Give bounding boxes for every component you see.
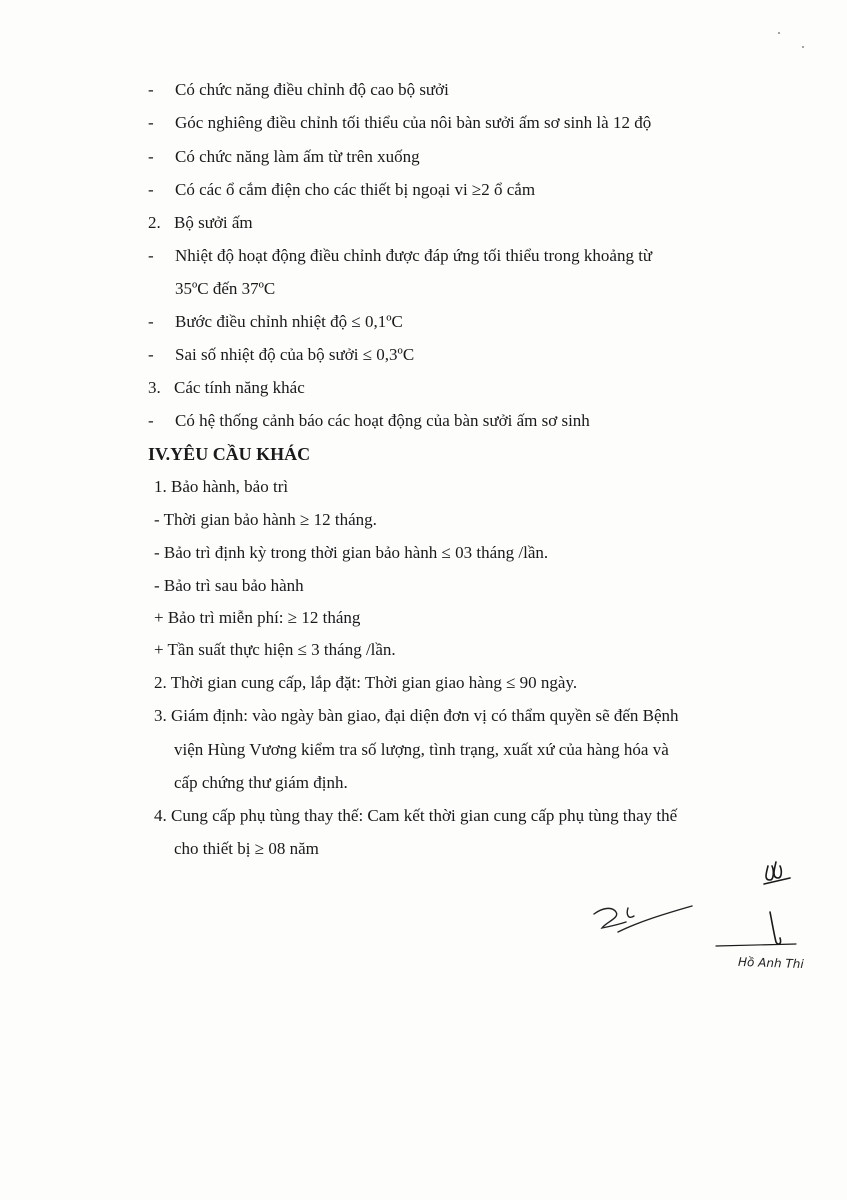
spec-text: Các tính năng khác <box>174 378 305 397</box>
dash-marker: - <box>148 80 154 99</box>
signature-line-mark <box>712 908 802 958</box>
section-line-8: 3. Giám định: vào ngày bàn giao, đại diện đơn vị có thẩm quyền sẽ đến Bệnh <box>154 706 679 725</box>
dash-marker: - <box>148 411 154 430</box>
section-line-2: - Thời gian bảo hành ≥ 12 tháng. <box>154 510 377 529</box>
dash-marker: - <box>148 180 154 199</box>
section-line-3: - Bảo trì định kỳ trong thời gian bảo hành ≤ 03 tháng /lần. <box>154 543 549 562</box>
paper-speck <box>802 46 804 48</box>
dash-marker: - <box>148 345 154 364</box>
spec-text: Nhiệt độ hoạt động điều chỉnh được đáp ứng tối thiểu trong khoảng từ <box>175 246 653 265</box>
paper-speck <box>778 32 780 34</box>
spec-text: Bước điều chỉnh nhiệt độ ≤ 0,1ºC <box>175 312 403 331</box>
section-line-10: cấp chứng thư giám định. <box>174 773 348 792</box>
spec-text: Có chức năng điều chỉnh độ cao bộ sưởi <box>175 80 449 99</box>
dash-marker: - <box>148 246 154 265</box>
section-line-11: 4. Cung cấp phụ tùng thay thế: Cam kết thời gian cung cấp phụ tùng thay thế <box>154 806 678 825</box>
section-line-12: cho thiết bị ≥ 08 năm <box>174 839 319 858</box>
section-line-5: + Bảo trì miễn phí: ≥ 12 tháng <box>154 608 361 627</box>
spec-text: Có các ổ cắm điện cho các thiết bị ngoại vi ≥2 ổ cắm <box>175 180 536 199</box>
section-line-1: 1. Bảo hành, bảo trì <box>154 477 289 496</box>
spec-text: Bộ sưởi ấm <box>174 213 253 232</box>
dash-marker: - <box>148 312 154 331</box>
number-marker: 3. <box>148 378 161 397</box>
signer-name: Hồ Anh Thi <box>737 954 804 972</box>
section-line-7: 2. Thời gian cung cấp, lắp đặt: Thời gian giao hàng ≤ 90 ngày. <box>154 673 578 692</box>
dash-marker: - <box>148 113 154 132</box>
signature-scribble <box>588 892 698 940</box>
spec-text: Góc nghiêng điều chỉnh tối thiểu của nôi bàn sưởi ấm sơ sinh là 12 độ <box>175 113 652 132</box>
spec-text: 35ºC đến 37ºC <box>175 279 276 298</box>
initials-mark <box>760 860 794 890</box>
section-line-6: + Tần suất thực hiện ≤ 3 tháng /lần. <box>154 640 396 659</box>
section-line-4: - Bảo trì sau bảo hành <box>154 576 304 595</box>
spec-text: Có chức năng làm ấm từ trên xuống <box>175 147 420 166</box>
dash-marker: - <box>148 147 154 166</box>
section-line-9: viện Hùng Vương kiểm tra số lượng, tình trạng, xuất xứ của hàng hóa và <box>174 740 669 759</box>
spec-text: Sai số nhiệt độ của bộ sưởi ≤ 0,3ºC <box>175 345 415 364</box>
spec-line-5-cont <box>175 279 275 299</box>
section-heading: IV.YÊU CẦU KHÁC <box>148 444 311 464</box>
spec-text: Có hệ thống cảnh báo các hoạt động của bàn sưởi ấm sơ sinh <box>175 411 590 430</box>
number-marker: 2. <box>148 213 161 232</box>
